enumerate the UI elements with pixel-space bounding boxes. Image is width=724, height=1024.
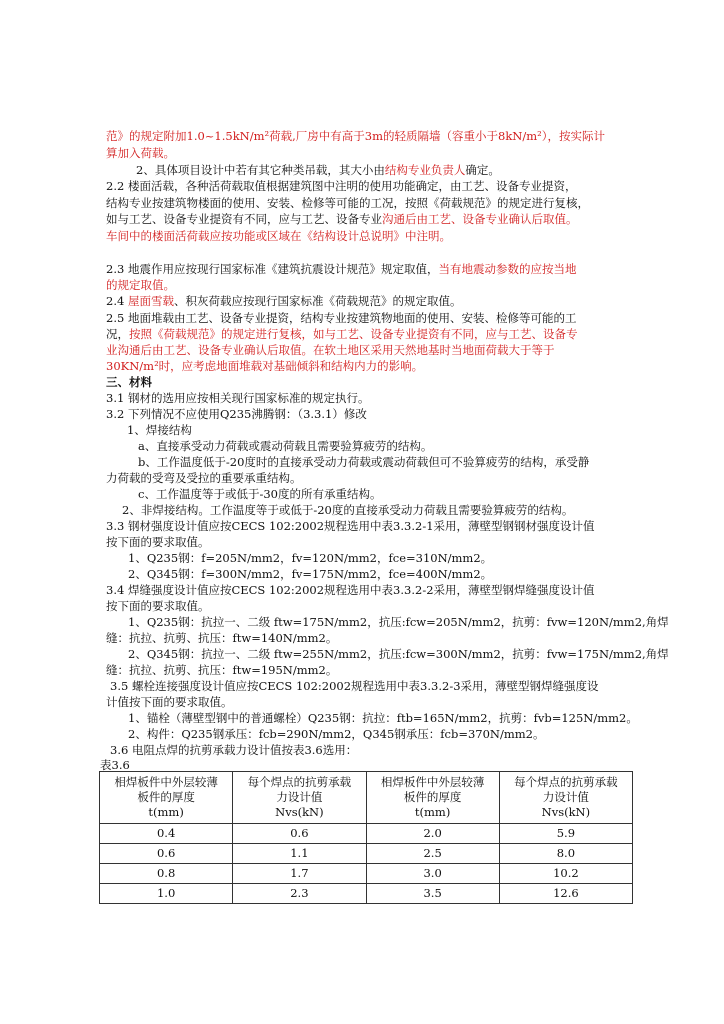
text-span: 3.1 钢材的选用应按相关现行国家标准的规定执行。 bbox=[106, 391, 370, 405]
text-span: 3.6 电阻点焊的抗剪承载力设计值按表3.6选用： bbox=[110, 743, 358, 757]
text-line bbox=[128, 710, 638, 726]
text-span: 、积灰荷载应按现行国家标准《荷载规范》的规定取值。 bbox=[173, 294, 462, 308]
text-span: 的规定取值。 bbox=[106, 278, 175, 292]
text-span: 2.5 地面堆载由工艺、设备专业提资，结构专业按建筑物地面的使用、安装、检修等可能的工 bbox=[106, 311, 577, 325]
text-line bbox=[128, 566, 492, 582]
text-line bbox=[106, 277, 175, 293]
header-line: 板件的厚度 bbox=[137, 790, 195, 804]
table-header-cell bbox=[233, 772, 366, 824]
text-line bbox=[106, 326, 578, 342]
text-line bbox=[138, 486, 381, 502]
header-line: t(mm) bbox=[148, 805, 184, 819]
text-span: 按照《荷载规范》的规定进行复核，如与工艺、设备专业提资有不同，应与工艺、设备专 bbox=[129, 327, 578, 341]
text-line bbox=[106, 662, 337, 678]
text-span: 当有地震动参数的应按当地 bbox=[438, 262, 577, 276]
text-span: 2.4 bbox=[106, 294, 128, 308]
text-line bbox=[106, 406, 367, 422]
text-span: 结构专业按建筑物楼面的使用、安装、检修等可能的工况，按照《荷载规范》的规定进行复核， bbox=[106, 196, 589, 210]
table-cell: 1.1 bbox=[233, 844, 366, 864]
text-span: 1、Q235钢：f=205N/mm2，fv=120N/mm2，fce=310N/mm2。 bbox=[128, 551, 493, 565]
text-span: 三、材料 bbox=[106, 375, 152, 389]
text-span: 2、Q345钢：f=300N/mm2，fv=175N/mm2，fce=400N/mm2。 bbox=[128, 567, 493, 581]
text-line bbox=[138, 454, 589, 470]
table-cell: 1.0 bbox=[100, 884, 233, 904]
table-cell: 3.5 bbox=[366, 884, 499, 904]
text-span: 确定。 bbox=[465, 163, 500, 177]
table-cell: 10.2 bbox=[499, 864, 632, 884]
text-line bbox=[128, 614, 669, 630]
text-line bbox=[127, 422, 192, 438]
text-line bbox=[106, 195, 589, 211]
text-line bbox=[106, 310, 576, 326]
text-span: 缝：抗拉、抗剪、抗压：ftw=195N/mm2。 bbox=[106, 663, 338, 677]
text-span: 1、Q235钢：抗拉一、二级 ftw=175N/mm2，抗压:fcw=205N/mm2，抗剪：fvw=120N/mm2,角焊 bbox=[128, 615, 669, 629]
text-line bbox=[136, 162, 500, 178]
text-span: 3.3 钢材强度设计值应按CECS 102:2002规程选用中表3.3.2-1采用，薄壁型钢钢材强度设计值 bbox=[106, 519, 595, 533]
header-line: 每个焊点的抗剪承载 bbox=[247, 775, 352, 789]
table-cell: 3.0 bbox=[366, 864, 499, 884]
header-line: 力设计值 bbox=[276, 790, 323, 804]
text-span: 1、锚栓（薄壁型钢中的普通螺栓）Q235钢：抗拉：ftb=165N/mm2，抗剪：fvb=125N/mm2。 bbox=[128, 711, 638, 725]
text-span: 计值按下面的要求取值。 bbox=[106, 695, 233, 709]
text-span: 缝：抗拉、抗剪、抗压：ftw=140N/mm2。 bbox=[106, 631, 338, 645]
text-line bbox=[106, 145, 175, 161]
text-line bbox=[106, 582, 595, 598]
text-line bbox=[106, 128, 605, 144]
section-heading bbox=[106, 374, 152, 390]
text-line bbox=[106, 293, 461, 309]
text-span: 1、焊接结构 bbox=[127, 423, 192, 437]
text-line bbox=[128, 726, 545, 742]
header-line: 相焊板件中外层较薄 bbox=[114, 775, 218, 789]
text-span: 结构专业负责人 bbox=[384, 163, 466, 177]
table-cell: 0.6 bbox=[100, 844, 233, 864]
text-line bbox=[106, 518, 595, 534]
text-span: 范》的规定附加1.0~1.5kN/m²荷载,厂房中有高于3m的轻质隔墙（容重小于8kN/m²），按实际计 bbox=[106, 129, 605, 143]
text-span: c、工作温度等于或低于-30度的所有承重结构。 bbox=[138, 487, 382, 501]
header-line: Nvs(kN) bbox=[275, 805, 324, 819]
text-span: 业沟通后由工艺、设备专业确认后取值。在软土地区采用天然地基时当地面荷载大于等于 bbox=[106, 343, 555, 357]
table-header-cell bbox=[100, 772, 233, 824]
table-cell: 5.9 bbox=[499, 824, 632, 844]
text-span: 如与工艺、设备专业提资有不同，应与工艺、设备专业 bbox=[106, 212, 382, 226]
text-span: 3.5 螺栓连接强度设计值应按CECS 102:2002规程选用中表3.3.2-3采用，薄壁型钢焊缝强度设 bbox=[110, 679, 599, 693]
table-row bbox=[100, 864, 633, 884]
text-span: 2、构件：Q235钢承压：fcb=290N/mm2，Q345钢承压：fcb=370N/mm2。 bbox=[128, 727, 545, 741]
table-row bbox=[100, 884, 633, 904]
text-span: 2.2 楼面活载，各种活荷载取值根据建筑图中注明的使用功能确定，由工艺、设备专业提资， bbox=[106, 179, 577, 193]
text-line bbox=[106, 534, 210, 550]
table-cell: 0.6 bbox=[233, 824, 366, 844]
text-line bbox=[106, 211, 578, 227]
text-line bbox=[122, 502, 573, 518]
table-cell: 2.5 bbox=[366, 844, 499, 864]
table-header-row bbox=[100, 772, 633, 824]
text-line bbox=[106, 342, 555, 358]
text-span: 力荷载的受弯及受拉的重要承重结构。 bbox=[106, 471, 302, 485]
text-line bbox=[106, 630, 337, 646]
text-span: 30KN/m²时，应考虑地面堆载对基础倾斜和结构内力的影响。 bbox=[106, 359, 424, 373]
text-span: 按下面的要求取值。 bbox=[106, 535, 210, 549]
header-line: Nvs(kN) bbox=[541, 805, 591, 819]
header-line: 每个焊点的抗剪承载 bbox=[514, 775, 618, 789]
text-span: 车间中的楼面活荷载应按功能或区域在《结构设计总说明》中注明。 bbox=[106, 229, 451, 243]
table-cell: 0.4 bbox=[100, 824, 233, 844]
header-line: t(mm) bbox=[414, 805, 451, 819]
text-span: 按下面的要求取值。 bbox=[106, 599, 210, 613]
header-line: 板件的厚度 bbox=[403, 790, 462, 804]
header-line: 相焊板件中外层较薄 bbox=[380, 775, 485, 789]
table-cell: 8.0 bbox=[499, 844, 632, 864]
header-line: 力设计值 bbox=[542, 790, 589, 804]
text-span: 沟通后由工艺、设备专业确认后取值。 bbox=[382, 212, 578, 226]
text-span: 3.4 焊缝强度设计值应按CECS 102:2002规程选用中表3.3.2-2采用，薄壁型钢焊缝强度设计值 bbox=[106, 583, 595, 597]
spot-weld-table bbox=[99, 771, 633, 904]
text-line bbox=[110, 742, 357, 758]
text-line bbox=[106, 390, 369, 406]
text-span: 2、具体项目设计中若有其它种类吊载，其大小由 bbox=[136, 163, 385, 177]
text-line bbox=[128, 646, 669, 662]
text-line bbox=[106, 358, 423, 374]
text-span: 屋面雪载 bbox=[127, 294, 174, 308]
text-span: 3.2 下列情况不应使用Q235沸腾钢：（3.3.1）修改 bbox=[106, 407, 367, 421]
text-span: 表3.6 bbox=[100, 758, 130, 772]
text-line bbox=[128, 550, 492, 566]
text-span: b、工作温度低于-20度时的直接承受动力荷载或震动荷载但可不验算疲劳的结构，承受静 bbox=[138, 455, 590, 469]
text-span: 2、非焊接结构。工作温度等于或低于-20度的直接承受动力荷载且需要验算疲劳的结构。 bbox=[122, 503, 574, 517]
table-cell: 12.6 bbox=[499, 884, 632, 904]
text-line bbox=[106, 598, 210, 614]
text-line bbox=[110, 678, 599, 694]
text-span: 2、Q345钢：抗拉一、二级 ftw=255N/mm2，抗压:fcw=300N/mm2，抗剪：fvw=175N/mm2,角焊 bbox=[128, 647, 669, 661]
text-span: 算加入荷载。 bbox=[106, 146, 175, 160]
table-row bbox=[100, 824, 633, 844]
table-header-cell bbox=[499, 772, 632, 824]
text-line bbox=[106, 228, 451, 244]
text-span: 2.3 地震作用应按现行国家标准《建筑抗震设计规范》规定取值， bbox=[106, 262, 439, 276]
table-header-cell bbox=[366, 772, 499, 824]
text-span: a、直接承受动力荷载或震动荷载且需要验算疲劳的结构。 bbox=[138, 439, 433, 453]
text-line bbox=[138, 438, 432, 454]
text-span: 况， bbox=[106, 327, 129, 341]
text-line bbox=[106, 470, 302, 486]
text-line bbox=[106, 694, 233, 710]
table-cell: 1.7 bbox=[233, 864, 366, 884]
table-cell: 2.0 bbox=[366, 824, 499, 844]
table-cell: 2.3 bbox=[233, 884, 366, 904]
table-cell: 0.8 bbox=[100, 864, 233, 884]
table-row bbox=[100, 844, 633, 864]
text-line bbox=[106, 261, 576, 277]
text-line bbox=[106, 178, 576, 194]
